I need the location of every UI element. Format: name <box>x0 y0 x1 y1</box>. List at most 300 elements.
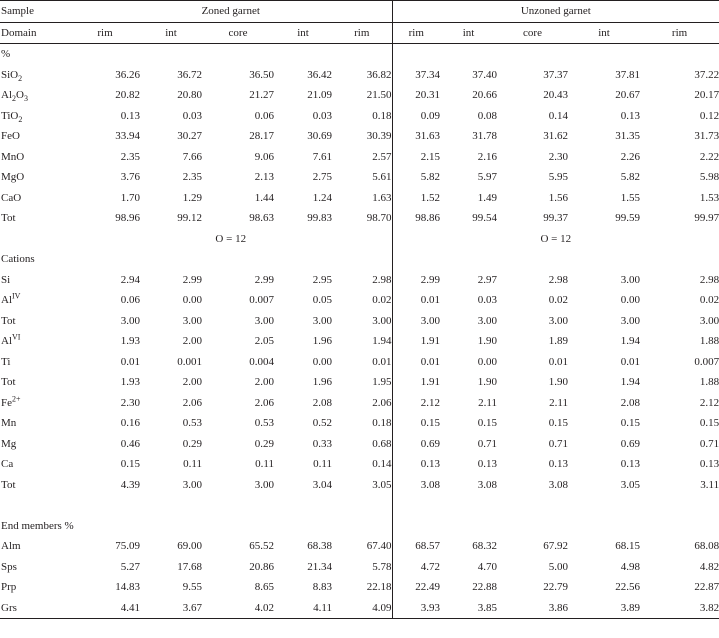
value-cell: 36.82 <box>332 65 392 86</box>
value-cell: 33.94 <box>115 130 140 143</box>
section-percent <box>0 44 719 65</box>
value-cell: 2.35 <box>120 150 140 163</box>
value-cell: 37.34 <box>415 68 441 81</box>
value-cell: 31.73 <box>694 130 719 143</box>
value-cell: 30.69 <box>307 130 332 143</box>
value-cell: 0.11 <box>313 458 332 471</box>
row-label-text: Tot <box>1 314 16 327</box>
row-label <box>0 598 70 619</box>
value-cell: 0.03 <box>312 109 332 122</box>
value-cell: 4.39 <box>120 478 140 491</box>
row-label <box>0 577 70 598</box>
value-cell: 20.43 <box>543 89 569 102</box>
value-cell: 8.65 <box>254 581 274 594</box>
oxide-row <box>0 167 719 188</box>
value-cell: 4.11 <box>274 598 332 619</box>
value-cell: 0.33 <box>312 437 332 450</box>
row-label <box>0 434 70 455</box>
row-label <box>0 147 70 168</box>
section-percent-zoned <box>70 44 392 65</box>
header-domain-cell: core <box>497 22 568 44</box>
value-cell: 0.18 <box>332 413 392 434</box>
header-domain-label: Domain <box>0 22 70 44</box>
value-cell: 0.01 <box>120 355 140 368</box>
value-cell: 22.88 <box>472 581 498 594</box>
value-cell: 68.32 <box>472 540 498 553</box>
value-cell: 98.70 <box>332 208 392 229</box>
row-label-text: Ca <box>1 458 14 471</box>
row-label <box>0 85 70 106</box>
row-label <box>0 167 70 188</box>
value-cell: 0.13 <box>477 458 498 471</box>
header-domain-cell: int <box>140 22 202 44</box>
value-cell: 0.69 <box>620 437 641 450</box>
section-cations-unzoned <box>392 249 719 270</box>
value-cell: 1.29 <box>182 191 202 204</box>
value-cell: 0.13 <box>120 109 140 122</box>
value-cell: 36.50 <box>249 68 274 81</box>
value-cell: 0.03 <box>182 109 202 122</box>
value-cell: 21.09 <box>307 89 332 102</box>
value-cell: 0.02 <box>332 290 392 311</box>
value-cell: 1.91 <box>420 335 441 348</box>
value-cell: 3.05 <box>620 478 641 491</box>
blank-row <box>0 495 719 516</box>
value-cell: 37.40 <box>472 68 498 81</box>
value-cell: 0.18 <box>332 106 392 127</box>
value-cell: 3.00 <box>254 478 274 491</box>
value-cell: 0.68 <box>332 434 392 455</box>
value-cell: 0.13 <box>620 458 641 471</box>
value-cell: 4.98 <box>620 560 641 573</box>
value-cell: 22.79 <box>543 581 569 594</box>
cation-row <box>0 352 719 373</box>
value-cell: 4.72 <box>420 560 441 573</box>
value-cell: 5.98 <box>699 171 719 184</box>
blank-row-unzoned <box>392 495 719 516</box>
header-domain-cell: rim <box>640 22 719 44</box>
value-cell: 1.88 <box>699 376 719 389</box>
header-row-sample <box>0 1 719 23</box>
value-cell: 0.15 <box>620 417 641 430</box>
end-member-row <box>0 557 719 578</box>
value-cell: 1.49 <box>477 191 498 204</box>
value-cell: 0.14 <box>332 454 392 475</box>
value-cell: 0.01 <box>420 355 441 368</box>
value-cell: 69.00 <box>177 540 202 553</box>
value-cell: 2.30 <box>120 396 140 409</box>
row-label-text: CaO <box>1 191 22 204</box>
value-cell: 3.04 <box>312 478 332 491</box>
value-cell: 3.00 <box>120 314 140 327</box>
value-cell: 2.26 <box>620 150 641 163</box>
row-label <box>0 126 70 147</box>
value-cell: 98.96 <box>115 212 140 225</box>
value-cell: 1.91 <box>420 376 441 389</box>
value-cell: 1.93 <box>120 335 140 348</box>
value-cell: 5.97 <box>477 171 498 184</box>
value-cell: 0.29 <box>254 437 274 450</box>
value-cell: 2.12 <box>699 396 719 409</box>
value-cell: 0.52 <box>312 417 332 430</box>
value-cell: 3.00 <box>182 478 202 491</box>
row-label-subscript: 2 <box>18 73 23 83</box>
row-label-text: Ti <box>1 355 11 368</box>
value-cell: 20.82 <box>115 89 140 102</box>
section-percent-unzoned <box>392 44 719 65</box>
row-label <box>0 290 70 311</box>
value-cell: 3.00 <box>312 314 332 327</box>
value-cell: 37.81 <box>615 68 641 81</box>
value-cell: 5.78 <box>332 557 392 578</box>
value-cell: 2.22 <box>699 150 719 163</box>
value-cell: 3.85 <box>440 598 497 619</box>
row-label <box>0 454 70 475</box>
value-cell: 68.15 <box>615 540 641 553</box>
value-cell: 0.15 <box>420 417 441 430</box>
value-cell: 0.007 <box>249 294 274 307</box>
value-cell: 1.93 <box>120 376 140 389</box>
value-cell: 3.00 <box>620 273 641 286</box>
cation-row <box>0 311 719 332</box>
oxide-row <box>0 126 719 147</box>
value-cell: 21.27 <box>249 89 274 102</box>
value-cell: 1.94 <box>620 335 641 348</box>
oxide-row <box>0 147 719 168</box>
header-domain-cell: rim <box>332 22 392 44</box>
value-cell: 67.40 <box>332 536 392 557</box>
section-cations-zoned <box>70 249 392 270</box>
value-cell: 2.99 <box>420 273 441 286</box>
row-label <box>0 65 70 86</box>
row-label-text: Sps <box>1 560 17 573</box>
row-label-text: Tot <box>1 212 16 225</box>
value-cell: 30.39 <box>332 126 392 147</box>
value-cell: 0.02 <box>699 294 719 307</box>
value-cell: 2.11 <box>549 396 569 409</box>
value-cell: 2.57 <box>332 147 392 168</box>
section-cations-label: Cations <box>1 253 35 266</box>
value-cell: 21.34 <box>307 560 332 573</box>
value-cell: 20.66 <box>472 89 498 102</box>
value-cell: 1.90 <box>548 376 569 389</box>
oxide-row <box>0 65 719 86</box>
value-cell: 0.00 <box>620 294 641 307</box>
value-cell: 0.53 <box>182 417 202 430</box>
value-cell: 1.90 <box>477 335 498 348</box>
value-cell: 3.08 <box>548 478 569 491</box>
header-zoned-garnet: Zoned garnet <box>70 1 392 23</box>
value-cell: 0.15 <box>477 417 498 430</box>
value-cell: 2.06 <box>332 393 392 414</box>
value-cell: 2.13 <box>254 171 274 184</box>
value-cell: 0.16 <box>120 417 140 430</box>
section-cations <box>0 249 719 270</box>
section-oxygen-basis-label <box>0 229 70 250</box>
value-cell: 5.27 <box>120 560 140 573</box>
value-cell: 5.00 <box>548 560 569 573</box>
value-cell: 99.54 <box>472 212 498 225</box>
value-cell: 36.26 <box>115 68 140 81</box>
cation-row <box>0 290 719 311</box>
value-cell: 37.22 <box>694 68 719 81</box>
cation-row <box>0 393 719 414</box>
value-cell: 2.06 <box>182 396 202 409</box>
end-member-row <box>0 577 719 598</box>
oxide-row <box>0 188 719 209</box>
value-cell: 1.70 <box>120 191 140 204</box>
value-cell: 0.01 <box>620 355 641 368</box>
value-cell: 2.35 <box>182 171 202 184</box>
value-cell: 0.00 <box>312 355 332 368</box>
value-cell: 3.00 <box>548 314 569 327</box>
value-cell: 2.08 <box>312 396 332 409</box>
value-cell: 3.89 <box>568 598 640 619</box>
section-oxygen-basis-unzoned: O = 12 <box>540 232 572 245</box>
cation-row <box>0 270 719 291</box>
row-label <box>0 393 70 414</box>
value-cell: 31.63 <box>415 130 441 143</box>
value-cell: 3.00 <box>699 314 719 327</box>
value-cell: 14.83 <box>115 581 140 594</box>
value-cell: 5.82 <box>620 171 641 184</box>
row-label-text: MnO <box>1 150 25 163</box>
value-cell: 31.35 <box>615 130 641 143</box>
value-cell: 0.71 <box>548 437 569 450</box>
cation-row <box>0 454 719 475</box>
section-percent-label: % <box>1 48 11 61</box>
header-domain-cell: core <box>202 22 274 44</box>
value-cell: 2.94 <box>120 273 140 286</box>
value-cell: 99.37 <box>543 212 569 225</box>
value-cell: 68.08 <box>694 540 719 553</box>
value-cell: 3.00 <box>477 314 498 327</box>
value-cell: 0.71 <box>477 437 498 450</box>
value-cell: 2.95 <box>312 273 332 286</box>
value-cell: 0.01 <box>548 355 569 368</box>
value-cell: 3.00 <box>620 314 641 327</box>
value-cell: 36.72 <box>177 68 202 81</box>
value-cell: 0.15 <box>120 458 140 471</box>
value-cell: 22.87 <box>694 581 719 594</box>
value-cell: 2.00 <box>182 376 202 389</box>
row-label <box>0 188 70 209</box>
end-member-row <box>0 536 719 557</box>
value-cell: 22.49 <box>415 581 441 594</box>
value-cell: 0.71 <box>699 437 719 450</box>
row-label-subscript: 2 <box>18 114 23 124</box>
row-label <box>0 557 70 578</box>
value-cell: 3.82 <box>640 598 719 619</box>
value-cell: 99.12 <box>177 212 202 225</box>
value-cell: 1.96 <box>312 335 332 348</box>
value-cell: 17.68 <box>177 560 202 573</box>
row-label <box>0 536 70 557</box>
row-label-text: Al <box>1 294 12 307</box>
row-label <box>0 311 70 332</box>
value-cell: 28.17 <box>249 130 274 143</box>
value-cell: 0.13 <box>699 458 719 471</box>
value-cell: 5.61 <box>332 167 392 188</box>
row-label-text: Prp <box>1 581 17 594</box>
value-cell: 0.00 <box>182 294 202 307</box>
header-domain-cell: rim <box>70 22 140 44</box>
row-label-text: Si <box>1 273 11 286</box>
value-cell: 3.00 <box>182 314 202 327</box>
row-label-subscript: 2 <box>12 94 16 104</box>
value-cell: 0.02 <box>548 294 569 307</box>
value-cell: 0.12 <box>699 109 719 122</box>
value-cell: 0.14 <box>548 109 569 122</box>
value-cell: 0.00 <box>477 355 498 368</box>
value-cell: 1.52 <box>420 191 441 204</box>
value-cell: 1.90 <box>477 376 498 389</box>
row-label <box>0 106 70 127</box>
value-cell: 2.11 <box>478 396 498 409</box>
value-cell: 9.06 <box>254 150 274 163</box>
value-cell: 0.004 <box>249 355 274 368</box>
value-cell: 1.96 <box>312 376 332 389</box>
value-cell: 67.92 <box>543 540 569 553</box>
end-member-row <box>0 598 719 619</box>
row-label-text-after: O <box>16 89 24 102</box>
value-cell: 98.86 <box>415 212 441 225</box>
value-cell: 2.00 <box>254 376 274 389</box>
header-unzoned-garnet: Unzoned garnet <box>392 1 719 23</box>
cation-row <box>0 434 719 455</box>
cation-row <box>0 331 719 352</box>
value-cell: 2.12 <box>420 396 441 409</box>
value-cell: 1.94 <box>332 331 392 352</box>
value-cell: 0.13 <box>620 109 641 122</box>
blank-row-zoned <box>70 495 392 516</box>
value-cell: 3.76 <box>120 171 140 184</box>
header-sample-label: Sample <box>0 1 70 23</box>
row-label-subscript: 3 <box>23 94 28 104</box>
value-cell: 8.83 <box>312 581 332 594</box>
row-label <box>0 208 70 229</box>
value-cell: 0.06 <box>120 294 140 307</box>
value-cell: 0.46 <box>120 437 140 450</box>
value-cell: 3.67 <box>140 598 202 619</box>
value-cell: 4.70 <box>477 560 498 573</box>
row-label-text: Tot <box>1 376 16 389</box>
value-cell: 1.53 <box>699 191 719 204</box>
value-cell: 0.69 <box>420 437 441 450</box>
row-label <box>0 372 70 393</box>
value-cell: 3.00 <box>332 311 392 332</box>
value-cell: 0.15 <box>548 417 569 430</box>
value-cell: 22.56 <box>615 581 641 594</box>
value-cell: 3.93 <box>392 598 440 619</box>
value-cell: 1.95 <box>332 372 392 393</box>
value-cell: 65.52 <box>249 540 274 553</box>
row-label <box>0 270 70 291</box>
value-cell: 30.27 <box>177 130 202 143</box>
value-cell: 3.05 <box>332 475 392 496</box>
value-cell: 22.18 <box>332 577 392 598</box>
value-cell: 0.007 <box>694 355 719 368</box>
value-cell: 3.08 <box>420 478 441 491</box>
value-cell: 1.88 <box>699 335 719 348</box>
header-domain-cell: rim <box>392 22 440 44</box>
value-cell: 0.001 <box>177 355 202 368</box>
cation-row <box>0 413 719 434</box>
value-cell: 2.08 <box>620 396 641 409</box>
value-cell: 0.06 <box>254 109 274 122</box>
value-cell: 75.09 <box>115 540 140 553</box>
value-cell: 3.08 <box>477 478 498 491</box>
value-cell: 20.67 <box>615 89 641 102</box>
value-cell: 20.80 <box>177 89 202 102</box>
value-cell: 0.11 <box>255 458 274 471</box>
row-label-text: SiO <box>1 68 19 81</box>
value-cell: 2.06 <box>254 396 274 409</box>
value-cell: 21.50 <box>332 85 392 106</box>
row-label-text: Fe <box>1 396 12 409</box>
value-cell: 2.30 <box>548 150 569 163</box>
value-cell: 7.66 <box>182 150 202 163</box>
value-cell: 0.08 <box>477 109 498 122</box>
row-label-superscript: IV <box>12 291 21 301</box>
value-cell: 99.83 <box>307 212 332 225</box>
value-cell: 99.97 <box>694 212 719 225</box>
row-label-text: Tot <box>1 478 16 491</box>
value-cell: 98.63 <box>249 212 274 225</box>
row-label-text: TiO <box>1 109 19 122</box>
value-cell: 3.86 <box>497 598 568 619</box>
value-cell: 2.16 <box>477 150 498 163</box>
cation-row <box>0 372 719 393</box>
value-cell: 37.37 <box>543 68 569 81</box>
value-cell: 2.75 <box>312 171 332 184</box>
blank-row-label <box>0 495 70 516</box>
value-cell: 5.82 <box>420 171 441 184</box>
row-label-text: Mg <box>1 437 17 450</box>
value-cell: 3.00 <box>420 314 441 327</box>
row-label-text: MgO <box>1 171 25 184</box>
oxide-row <box>0 208 719 229</box>
value-cell: 3.00 <box>254 314 274 327</box>
value-cell: 0.09 <box>420 109 441 122</box>
value-cell: 2.99 <box>254 273 274 286</box>
row-label-superscript: VI <box>12 332 21 342</box>
value-cell: 0.13 <box>420 458 441 471</box>
value-cell: 0.13 <box>548 458 569 471</box>
value-cell: 4.09 <box>332 598 392 619</box>
row-label-text: Alm <box>1 540 21 553</box>
section-end-members-zoned <box>70 516 392 537</box>
value-cell: 31.78 <box>472 130 498 143</box>
row-label-superscript: 2+ <box>12 394 21 404</box>
value-cell: 20.17 <box>694 89 719 102</box>
row-label-text: Al <box>1 89 12 102</box>
value-cell: 1.24 <box>312 191 332 204</box>
header-domain-cell: int <box>568 22 640 44</box>
value-cell: 1.94 <box>620 376 641 389</box>
value-cell: 31.62 <box>543 130 569 143</box>
oxide-row <box>0 106 719 127</box>
row-label-text: Grs <box>1 601 17 614</box>
section-oxygen-basis <box>0 229 719 250</box>
value-cell: 0.01 <box>420 294 441 307</box>
value-cell: 5.95 <box>548 171 569 184</box>
value-cell: 2.15 <box>420 150 441 163</box>
section-end-members <box>0 516 719 537</box>
value-cell: 1.89 <box>548 335 569 348</box>
value-cell: 68.57 <box>415 540 441 553</box>
row-label <box>0 475 70 496</box>
